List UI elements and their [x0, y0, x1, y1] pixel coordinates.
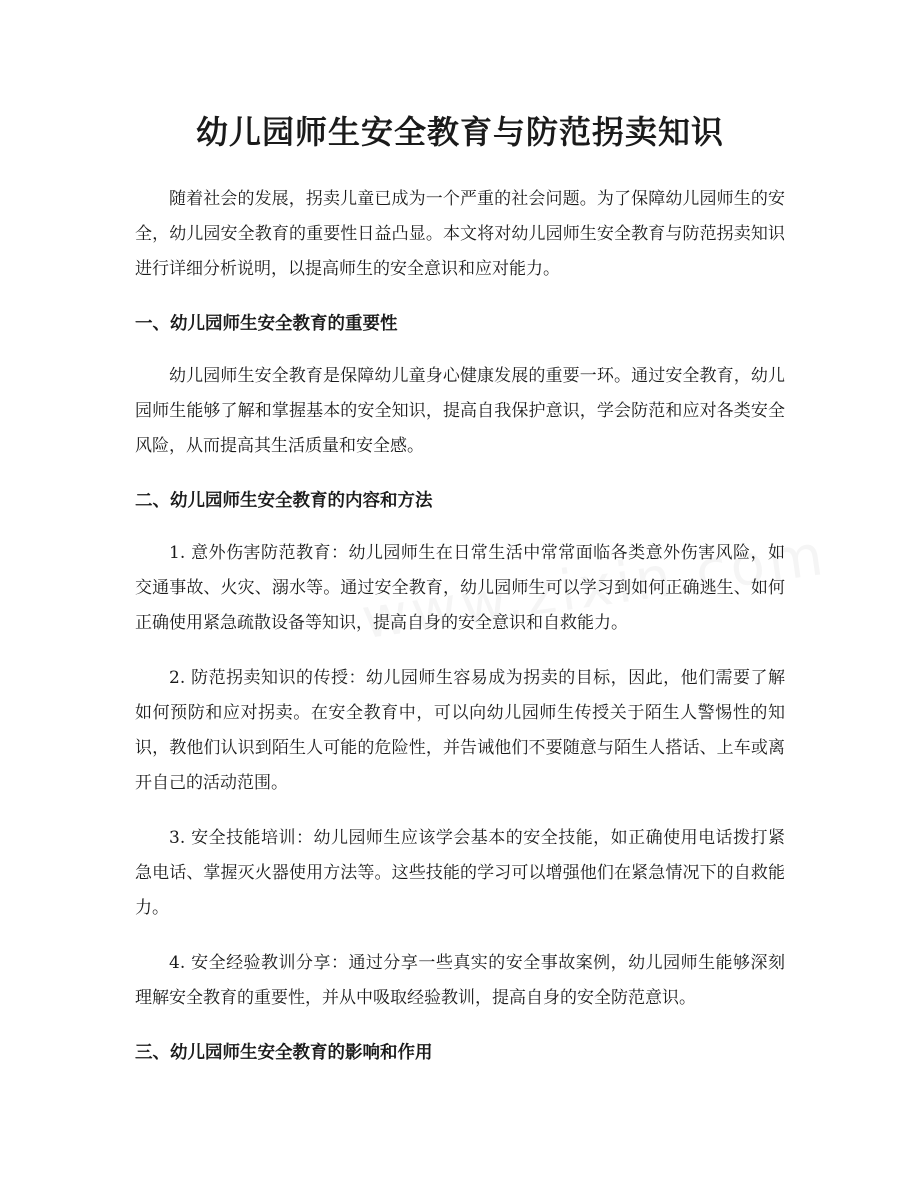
section-1-heading: 一、幼儿园师生安全教育的重要性 [135, 314, 398, 334]
document-body [135, 182, 785, 1088]
list-item: 4. 安全经验教训分享：通过分享一些真实的安全事故案例，幼儿园师生能够深刻理解安全教育的重要性，并从中吸取经验教训，提高自身的安全防范意识。 [135, 953, 785, 1008]
section-1-paragraph: 幼儿园师生安全教育是保障幼儿童身心健康发展的重要一环。通过安全教育，幼儿园师生能够了解和掌握基本的安全知识，提高自我保护意识，学会防范和应对各类安全风险，从而提高其生活质量和安全感。 [135, 366, 785, 456]
page-title: 幼儿园师生安全教育与防范拐卖知识 [195, 113, 724, 151]
intro-paragraph: 随着社会的发展，拐卖儿童已成为一个严重的社会问题。为了保障幼儿园师生的安全，幼儿园安全教育的重要性日益凸显。本文将对幼儿园师生安全教育与防范拐卖知识进行详细分析说明，以提高师生的安全意识和应对能力。 [135, 189, 785, 279]
list-item: 1. 意外伤害防范教育：幼儿园师生在日常生活中常常面临各类意外伤害风险，如交通事故、火灾、溺水等。通过安全教育，幼儿园师生可以学习到如何正确逃生、如何正确使用紧急疏散设备等知识，提高自身的安全意识和自救能力。 [135, 543, 785, 633]
section-3-heading: 三、幼儿园师生安全教育的影响和作用 [135, 1043, 433, 1063]
list-item: 3. 安全技能培训：幼儿园师生应该学会基本的安全技能，如正确使用电话拨打紧急电话、掌握灭火器使用方法等。这些技能的学习可以增强他们在紧急情况下的自救能力。 [135, 828, 785, 918]
section-2-heading: 二、幼儿园师生安全教育的内容和方法 [135, 491, 433, 511]
list-item: 2. 防范拐卖知识的传授：幼儿园师生容易成为拐卖的目标，因此，他们需要了解如何预防和应对拐卖。在安全教育中，可以向幼儿园师生传授关于陌生人警惕性的知识，教他们认识到陌生人可能的危险性，并告诫他们不要随意与陌生人搭话、上车或离开自己的活动范围。 [135, 668, 785, 793]
